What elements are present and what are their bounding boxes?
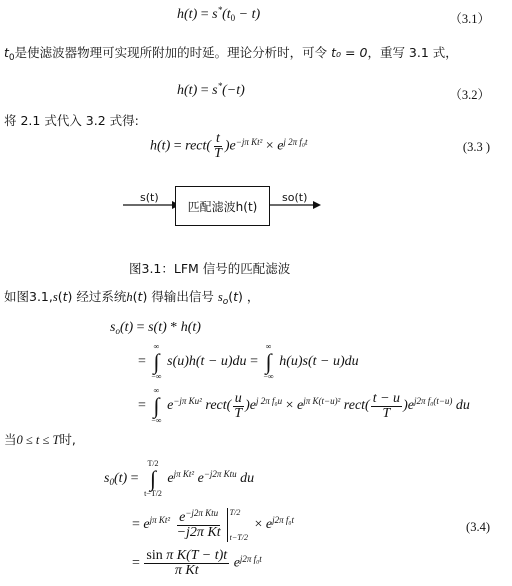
convolution-line-2: = ∞ ∫ −∞ s(u)h(t − u)du = ∞ ∫ −∞ h(u)s(t − u)du xyxy=(138,342,359,381)
paragraph: 当0 ≤ t ≤ T时, xyxy=(4,432,76,447)
block-label: 匹配滤波h(t) xyxy=(187,199,258,214)
equation-3-4-line-1: $s_0(t)$ = T/2 ∫ t−T/2 $e^{j\pi Kt^2}$ $e^{-j2\pi Ktu}$ du xyxy=(104,459,255,498)
equation-number: （3.1） xyxy=(449,12,490,26)
paragraph: $t_0$是使滤波器物理可实现所附加的时延。理论分析时，可令 t₀ = 0，重写 3.1 式， xyxy=(4,45,458,64)
equation-3-1: $h(t) = s^*(t_0 - t)$ xyxy=(177,5,261,24)
equation-3-2: h(t) = s*(−t) xyxy=(177,81,245,98)
equation-3-4-line-2: = $e^{j\pi Kt^2}$ $\frac{e^{-j2\pi Ktu}}{\text{−j2π Kt}}$ T/2 t−T/2 × $e^{j2\pi f_0t}$ xyxy=(132,507,294,542)
paragraph: 将 2.1 式代入 3.2 式得: xyxy=(4,113,139,128)
equation-number: (3.4) xyxy=(466,520,490,534)
figure-caption: 图3.1：LFM 信号的匹配滤波 xyxy=(129,261,291,276)
equation-3-3: h(t) = rect( $\frac{t}{T}$ )$e^{-j\pi Kt^2} \times e^{j 2\pi f_0t}$ xyxy=(150,131,308,161)
equation-number: (3.3 ) xyxy=(462,140,490,154)
equation-3-4-line-3: = $\frac{\text{sin π K(T − t)t}}{\text{π Kt}}$ $e^{j2\pi f_0t}$ xyxy=(132,548,262,578)
paragraph: 如图3.1,s(t) 经过系统h(t) 得输出信号 $s_o(t)$ ， xyxy=(4,289,260,308)
matched-filter-block xyxy=(175,186,270,226)
output-signal-label: so(t) xyxy=(282,191,308,204)
convolution-line-1: $s_o(t) = s(t) * h(t)$ xyxy=(110,320,201,337)
convolution-line-3: = ∞ ∫ −∞ $e^{-j\pi Ku^2}$ rect( $\frac{u}{T}$ )$e^{j 2\pi f_0u} \times e^{j\pi K(t-u)^2}$ rect( $\frac{t - u}{T}$ )$e^{j2\pi f_0(t-u)}$ du xyxy=(138,386,470,425)
equation-number: （3.2） xyxy=(449,88,490,102)
output-arrow-head xyxy=(313,201,321,209)
input-signal-label: s(t) xyxy=(140,191,159,204)
